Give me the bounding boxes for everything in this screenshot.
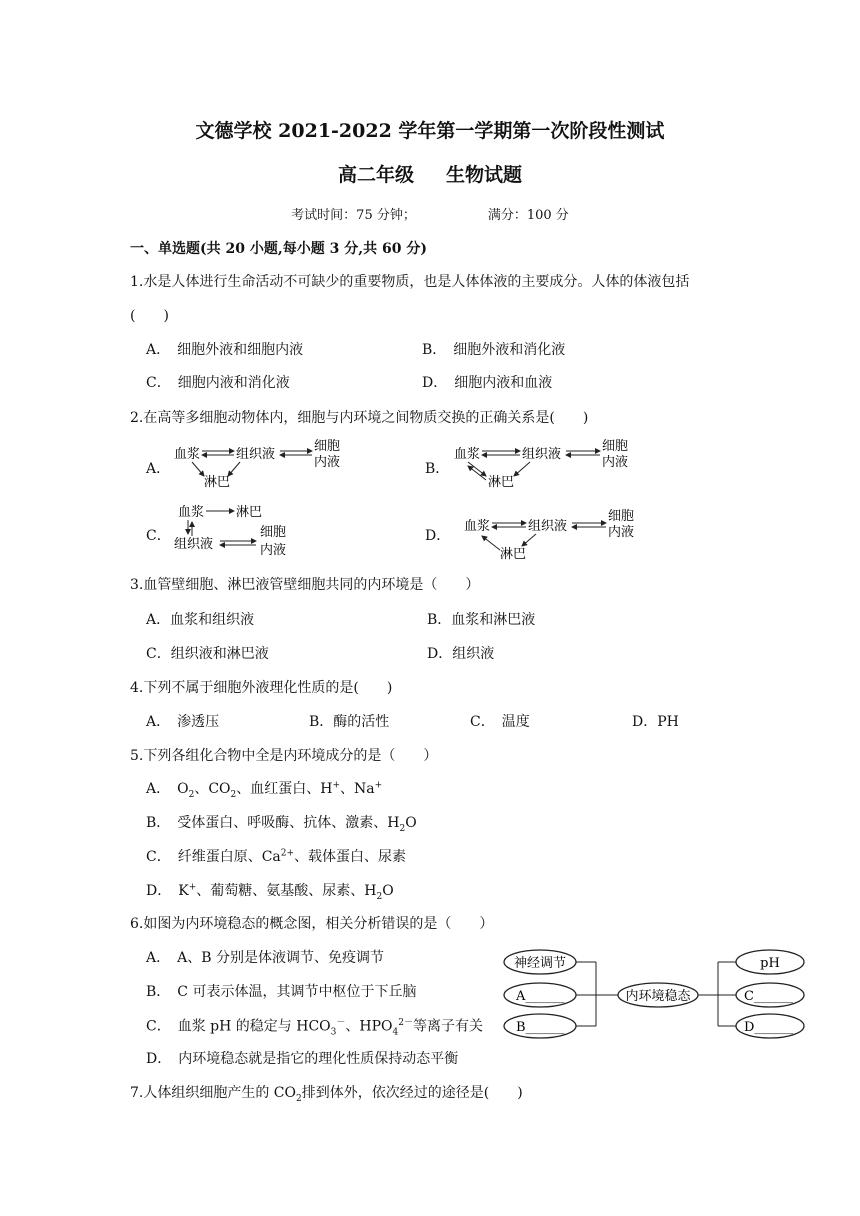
q2b-cell1: 细胞 (602, 439, 629, 454)
q1-option-a: A． 细胞外液和细胞内液 (146, 342, 304, 358)
q2d-lymph: 淋巴 (500, 547, 527, 562)
section-heading: 一、单选题(共 20 小题,每小题 3 分,共 60 分) (130, 241, 427, 257)
q2d-cell1: 细胞 (608, 509, 635, 524)
question-4-stem: 4.下列不属于细胞外液理化性质的是( ) (130, 680, 393, 696)
q2-diagram-d (460, 502, 650, 562)
q1-option-b: B． 细胞外液和消化液 (422, 342, 566, 358)
grade-label: 高二年级 (337, 164, 414, 186)
q3-option-b: B．血浆和淋巴液 (427, 612, 536, 628)
q5-option-d: D． K+、葡萄糖、氨基酸、尿素、$H_2O$ (146, 882, 394, 902)
q2c-tissue: 组织液 (174, 537, 214, 552)
exam-time: 考试时间：75 分钟； (291, 208, 416, 223)
q6-a-label: A______ (516, 989, 565, 1004)
q1-option-c: C． 细胞内液和消化液 (146, 375, 290, 391)
q2-option-b: B． (425, 461, 450, 477)
exam-subtitle (0, 160, 860, 187)
q6-d-label: D______ (744, 1020, 794, 1035)
exam-title: 文德学校 2021-2022 学年第一学期第一次阶段性测试 (195, 120, 665, 142)
q4-option-b: B．酶的活性 (309, 714, 390, 730)
full-score: 满分：100 分 (487, 208, 569, 223)
q4-option-a: A． 渗透压 (146, 714, 220, 730)
q2d-tissue: 组织液 (528, 519, 568, 534)
q2a-cell2: 内液 (314, 455, 341, 470)
q2-option-d: D． (425, 528, 451, 544)
q6-b-label: B______ (516, 1020, 565, 1035)
q2a-plasma: 血浆 (174, 447, 201, 462)
q6-c-label: C______ (744, 989, 793, 1004)
q6-neural-label: 神经调节 (513, 956, 567, 971)
q2-diagram-c (170, 500, 310, 564)
q3-option-a: A．血浆和组织液 (146, 612, 255, 628)
q6-center-label: 内环境稳态 (625, 989, 691, 1004)
q2b-plasma: 血浆 (454, 447, 481, 462)
q5-option-b: B． 受体蛋白、呼吸酶、抗体、激素、$H_2O$ (146, 815, 417, 834)
q2b-tissue: 组织液 (522, 447, 562, 462)
q6-option-b: B． C 可表示体温，其调节中枢位于下丘脑 (146, 984, 417, 1000)
q1-option-d: D． 细胞内液和血液 (422, 375, 553, 391)
q6-concept-diagram (500, 944, 812, 1040)
q2c-plasma: 血浆 (178, 505, 205, 520)
q2b-cell2: 内液 (602, 455, 629, 470)
q2-option-c: C． (146, 528, 171, 544)
subject-label: 生物试题 (446, 164, 523, 186)
q3-option-d: D．组织液 (427, 646, 495, 662)
q2a-cell1: 细胞 (314, 439, 341, 454)
q2c-cell2: 内液 (260, 543, 287, 558)
q2d-cell2: 内液 (608, 525, 635, 540)
question-3-stem: 3.血管壁细胞、淋巴液管壁细胞共同的内环境是（ ） (130, 577, 480, 593)
q5-option-a: A． $O_2$、$CO_2$、血红蛋白、H+、Na+ (146, 780, 383, 800)
question-6-stem: 6.如图为内环境稳态的概念图，相关分析错误的是（ ） (130, 916, 494, 932)
q6-option-d: D． 内环境稳态就是指它的理化性质保持动态平衡 (146, 1051, 459, 1067)
q2-diagram-b (450, 436, 640, 492)
exam-info (0, 204, 860, 223)
q2a-tissue: 组织液 (236, 447, 276, 462)
question-7-stem: 7.人体组织细胞产生的 $CO_2$排到体外，依次经过的途径是( ) (130, 1085, 523, 1104)
q2c-cell1: 细胞 (260, 525, 287, 540)
question-2-stem: 2.在高等多细胞动物体内，细胞与内环境之间物质交换的正确关系是( ) (130, 410, 589, 426)
q6-option-a: A． A、B 分别是体液调节、免疫调节 (146, 950, 384, 966)
q2c-lymph: 淋巴 (236, 505, 263, 520)
q2-diagram-a (170, 436, 350, 492)
q6-option-c: C． 血浆 pH 的稳定与 $HCO_3^-$、$HPO_4^{2-}$等离子有关 (146, 1018, 483, 1038)
q2d-plasma: 血浆 (464, 519, 491, 534)
q4-option-d: D．PH (632, 714, 679, 730)
question-5-stem: 5.下列各组化合物中全是内环境成分的是（ ） (130, 748, 438, 764)
q2a-lymph: 淋巴 (204, 475, 231, 490)
q2-option-a: A． (146, 461, 171, 477)
q3-option-c: C．组织液和淋巴液 (146, 646, 269, 662)
question-1-stem: 1.水是人体进行生命活动不可缺少的重要物质，也是人体体液的主要成分。人体的体液包括 (130, 274, 690, 290)
q5-option-c: C． 纤维蛋白原、$Ca^{2+}$、载体蛋白、尿素 (146, 848, 407, 865)
q6-ph-label: pH (760, 956, 780, 971)
question-1-stem-cont: ( ) (130, 308, 169, 324)
q4-option-c: C． 温度 (470, 714, 530, 730)
q2b-lymph: 淋巴 (488, 475, 515, 490)
